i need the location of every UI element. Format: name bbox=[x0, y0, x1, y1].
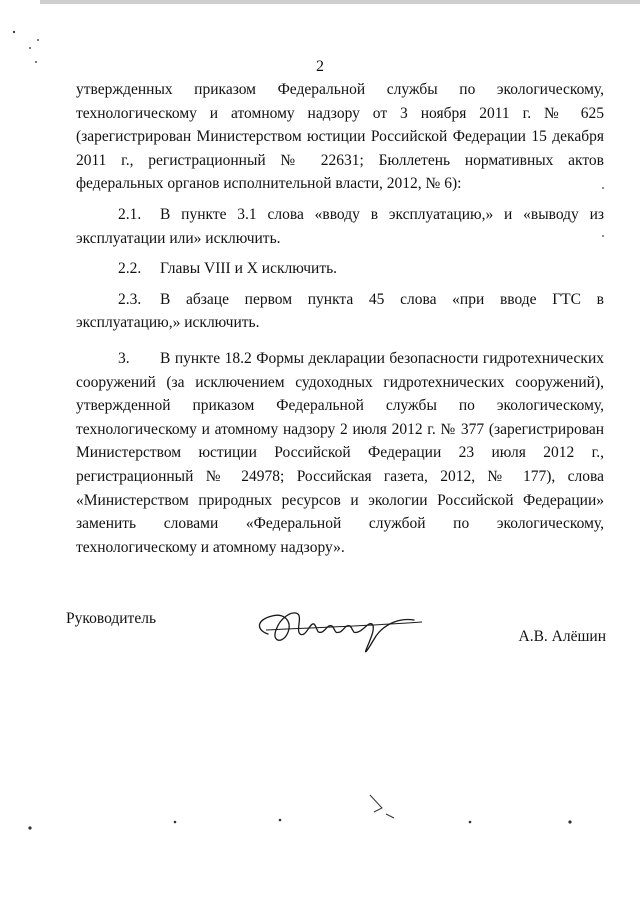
paragraph-3 bbox=[76, 347, 604, 559]
paragraph-text: В пункте 3.1 слова «вводу в эксплуатацию,» и «выводу из эксплуатации или» исключить. bbox=[76, 205, 604, 247]
signatory-name: А.В. Алёшин bbox=[518, 628, 606, 645]
document-body bbox=[76, 78, 604, 559]
paragraph-text: Главы VIII и X исключить. bbox=[160, 260, 338, 278]
paragraph-text: В пункте 18.2 Формы декларации безопасности гидротехнических сооружений (за исключением судоходных гидротехнических сооружений), утвержденной приказом Федеральной службы по экологическому, технологическому и атомному надзору 2 июля 2012 г. № 377 (зарегистрирован Министерством юстиции Российской Федерации 23 июля 2012 г., регистрационный № 24978; Российская газета, 2012, № 177), слова «Министерством природных ресурсов и экологии Российской Федерации» заменить словами «Федеральной службой по экологическому, технологическому и атомному надзору». bbox=[76, 349, 604, 556]
paragraph-intro bbox=[76, 78, 604, 196]
paragraph-text: В абзаце первом пункта 45 слова «при вводе ГТС в эксплуатацию,» исключить. bbox=[76, 290, 604, 332]
paragraph-2-3 bbox=[76, 288, 604, 335]
scan-edge bbox=[40, 0, 640, 4]
paragraph-number: 3. bbox=[118, 349, 130, 367]
signature-block bbox=[66, 600, 606, 670]
paragraph-text: утвержденных приказом Федеральной службы по экологическому, технологическому и атомному надзору от 3 ноября 2011 г. № 625 (зарегистрирован Министерством юстиции Российской Федерации 15 декабря 2011 г., регистрационный № 22631; Бюллетень нормативных актов федеральных органов исполнительной власти, 2012, № 6): bbox=[76, 81, 604, 193]
paragraph-number: 2.3. bbox=[118, 290, 142, 308]
signatory-title: Руководитель bbox=[66, 610, 157, 627]
paragraph-2-1 bbox=[76, 203, 604, 250]
paragraph-2-2 bbox=[76, 257, 604, 281]
handwritten-signature bbox=[246, 600, 426, 660]
page-number: 2 bbox=[316, 58, 324, 75]
paragraph-number: 2.2. bbox=[118, 260, 142, 278]
paragraph-number: 2.1. bbox=[118, 205, 142, 223]
